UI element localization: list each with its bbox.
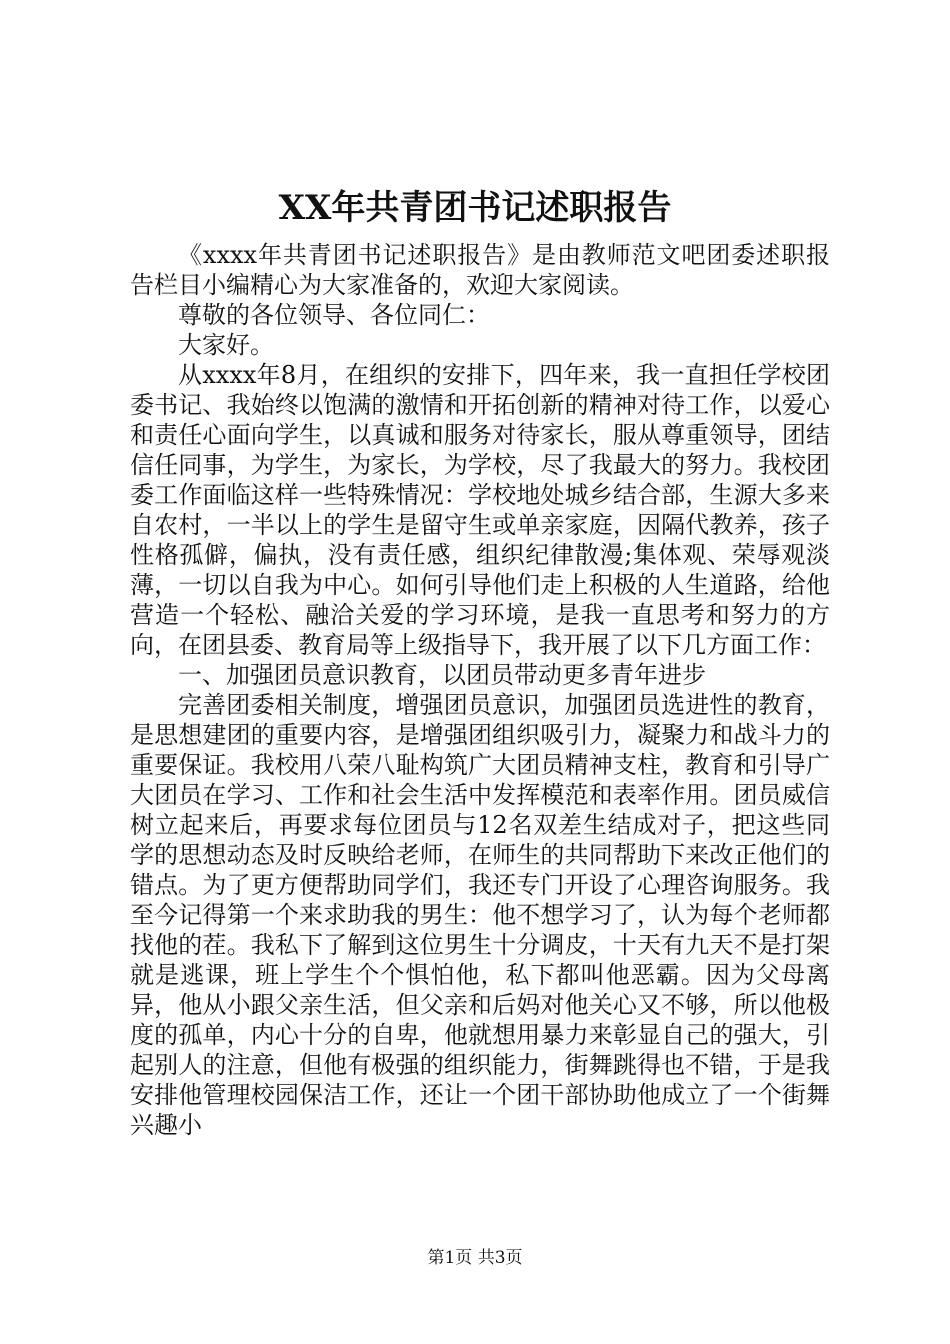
- section-1-paragraph: 完善团委相关制度，增强团员意识，加强团员选进性的教育，是思想建团的重要内容，是增强团组织吸引力，凝聚力和战斗力的重要保证。我校用八荣八耻构筑广大团员精神支柱，教育和引导广大团员在学习、工作和社会生活中发挥模范和表率作用。团员威信树立起来后，再要求每位团员与12名双差生结成对子，把这些同学的思想动态及时反映给老师，在师生的共同帮助下来改正他们的错点。为了更方便帮助同学们，我还专门开设了心理咨询服务。我至今记得第一个来求助我的男生：他不想学习了，认为每个老师都找他的茬。我私下了解到这位男生十分调皮，十天有九天不是打架就是逃课，班上学生个个惧怕他，私下都叫他恶霸。因为父母离异，他从小跟父亲生活，但父亲和后妈对他关心又不够，所以他极度的孤单，内心十分的自卑，他就想用暴力来彰显自己的强大，引起别人的注意，但他有极强的组织能力，街舞跳得也不错，于是我安排他管理校园保洁工作，还让一个团干部协助他成立了一个街舞兴趣小: [130, 691, 830, 1139]
- document-body: [130, 240, 830, 1140]
- page-number-footer: 第1页 共3页: [427, 1248, 523, 1268]
- greeting-paragraph: 大家好。: [178, 331, 274, 359]
- background-paragraph: 从xxxx年8月，在组织的安排下，四年来，我一直担任学校团委书记、我始终以饱满的激情和开拓创新的精神对待工作，以爱心和责任心面向学生，以真诚和服务对待家长，服从尊重领导，团结信任同事，为学生，为家长，为学校，尽了我最大的努力。我校团委工作面临这样一些特殊情况：学校地处城乡结合部，生源大多来自农村，一半以上的学生是留守生或单亲家庭，因隔代教养，孩子性格孤僻，偏执，没有责任感，组织纪律散漫;集体观、荣辱观淡薄，一切以自我为中心。如何引导他们走上积极的人生道路，给他营造一个轻松、融洽关爱的学习环境，是我一直思考和努力的方向，在团县委、教育局等上级指导下，我开展了以下几方面工作：: [130, 361, 830, 659]
- intro-paragraph: 《xxxx年共青团书记述职报告》是由教师范文吧团委述职报告栏目小编精心为大家准备的，欢迎大家阅读。: [130, 241, 830, 299]
- document-title: XX年共青团书记述职报告: [278, 188, 672, 228]
- section-heading-1: 一、加强团员意识教育，以团员带动更多青年进步: [178, 661, 706, 689]
- salutation-paragraph: 尊敬的各位领导、各位同仁：: [178, 301, 490, 329]
